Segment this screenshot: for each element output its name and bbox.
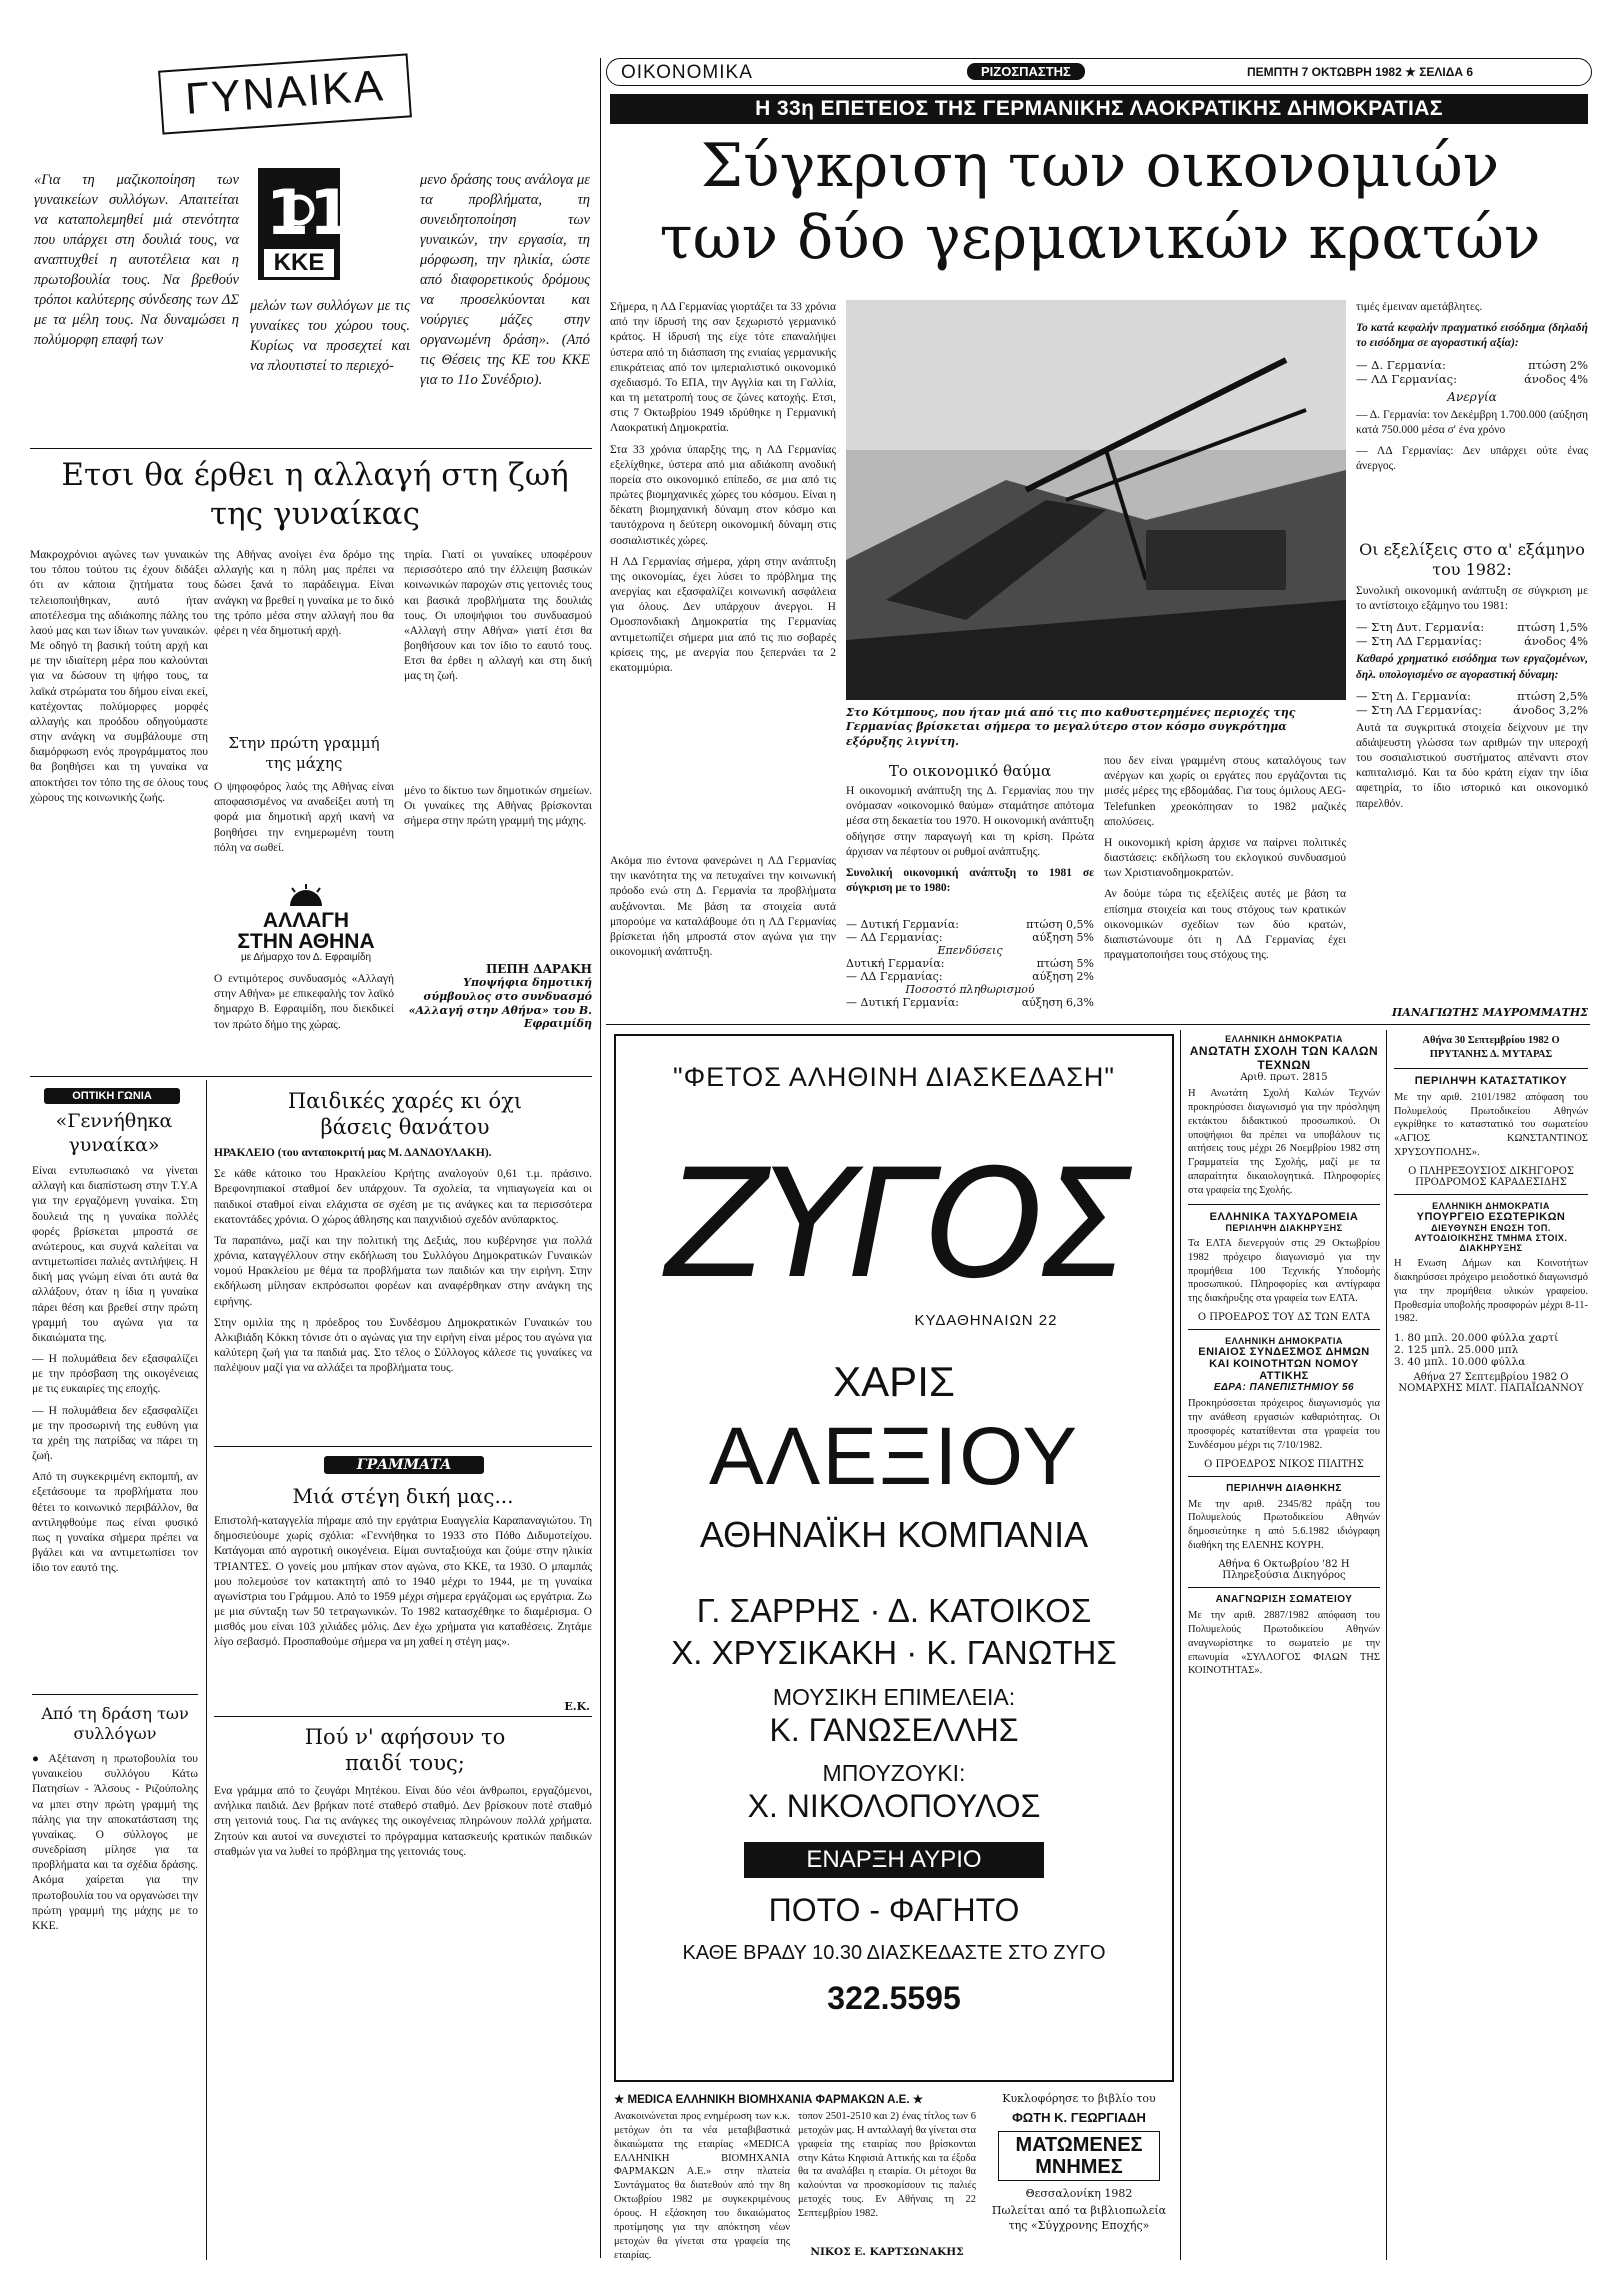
table-subhead: Ποσοστό πληθωρισμού: [905, 983, 1035, 996]
divider: [1394, 1194, 1588, 1195]
column-divider: [1180, 1030, 1181, 2260]
allagi-signature: [404, 962, 592, 1031]
divider: [606, 1024, 1590, 1025]
income-header: Το κατά κεφαλήν πραγματικό εισόδημα (δηλαδή το εισόδημα σε αγοραστική αξία):: [1356, 322, 1588, 350]
syllogoi-headline: Από τη δράση των συλλόγων: [41, 1704, 189, 1743]
grammata-rubric: ΓΡΑΜΜΑΤΑ: [324, 1456, 484, 1474]
allagi-subhead: Στην πρώτη γραμμή της μάχης: [228, 734, 380, 772]
ad-address: ΚΥΔΑΘΗΝΑΙΩΝ 22: [914, 1312, 1058, 1329]
stat-row: — Στη Δ. Γερμανία: πτώση 2,5%: [1356, 688, 1588, 703]
ad-cast2: Χ. ΧΡΥΣΙΚΑΚΗ · Κ. ΓΑΝΩΤΗΣ: [671, 1634, 1117, 1671]
medica-col1: Ανακοινώνεται προς ενημέρωση των κ.κ. μετόχων ότι τα νέα μεταβιβαστικά δικαιώματα της εταιρίας «MEDICA ΕΛΛΗΝΙΚΗ ΒΙΟΜΗΧΑΝΙΑ ΦΑΡΜΑΚΩΝ Α.Ε.» στην πλατεία Συντάγματος θα διατεθούν από την 8η Οκτωβρίου 1982 με συγκεκριμένους όρους. Η εξάσκηση του δικαιώματος προτίμησης για την απόκτηση νέων μετοχών θα γίνεται στα γραφεία της εταιρίας.: [614, 2111, 790, 2261]
grammata-headline: Μιά στέγη δική μας...: [292, 1484, 514, 1508]
allagi-headline: Ετσι θα έρθει η αλλαγή στη ζωή της γυναίκας: [61, 457, 569, 532]
book-ad: [984, 2092, 1174, 2260]
gennithika-body: Είναι εντυπωσιακό να γίνεται αλλαγή και διαπίστωση στην Τ.Υ.Α για την εργαζόμενη γυναίκα. Στη δουλειά της η γυναίκα πολλές φορές βρίσκεται μπροστά σε ανώτερους, και συχνά καλείται να αντιμετωπίσει παλιές αντιλήψεις. Η δική μας γνώμη είναι ότι αυτά θα αλλάξουν, όταν η ίδια η γυναίκα πάρει θέση και βρεθεί στην πρώτη γραμμή του αγώνα για τα δικαιώματα της. — Η πολυμάθεια δεν εξασφαλίζει με την πρόσβαση της οικογένειας με τις ευκαιρίες της εποχής. — Η πολυμάθεια δεν εξασφαλίζει με την προσωρινή της ευθύνη για τα χρέη της πατρίδας να πάρει τη ζωή. Από τη συγκεκριμένη εκπομπή, αν εξετάσουμε τα προβλήματα που θέτει το κοινωνικό περιβάλλον, θα αντιληφθούμε πως είναι φυσικό πως η γυναίκα σήμερα πρέπει να βγάλει και να αντιμετωπίσει τον ίδιο τον εαυτό της.: [32, 1165, 198, 1575]
divider: [214, 1716, 592, 1717]
stat-row: — Δυτική Γερμανία: αύξηση 6,3%: [846, 996, 1094, 1009]
date-line: ΠΕΜΠΤΗ 7 ΟΚΤΩΒΡΗ 1982 ★ ΣΕΛΙΔΑ 6: [1247, 65, 1474, 79]
grammata-sign: Ε.Κ.: [564, 1700, 590, 1713]
book-author: ΦΩΤΗ Κ. ΓΕΩΡΓΙΑΔΗ: [1012, 2110, 1146, 2126]
list-item: 3. 40 μπλ. 10.000 φύλλα: [1394, 1356, 1526, 1369]
ad-name1: ΧΑΡΙΣ: [833, 1358, 955, 1405]
paper-name: ΡΙΖΟΣΠΑΣΤΗΣ: [967, 63, 1085, 80]
book-line1: Κυκλοφόρησε το βιβλίο του: [1002, 2092, 1156, 2105]
gynaika-quote-col1: «Για τη μαζικοποίηση των γυναικείων συλλόγων. Απαιτείται να καταπολεμηθεί μιά στενότητα που υπάρχει στη δουλιά τους, να αναπτυχθεί η αυτοτέλεια και η πρωτοβουλία τους. Να βρεθούν τρόποι καλύτερης σύνδεσης των ΔΣ με τα μέλη τους. Να δυναμώσει η πολύμορφη επαφή των: [34, 172, 239, 348]
signature-role: Υποψήφια δημοτική σύμβουλος στο συνδυασμό «Αλλαγή στην Αθήνα» του Β. Εφραιμίδη: [408, 976, 592, 1031]
page-header: [606, 58, 1592, 86]
economy-col2: Το οικονομικό θαύμα Η οικονομική ανάπτυξη της Δ. Γερμανίας που την ονόμασαν «οικονομικό θαύμα» σταμάτησε απότομα μέσα στη δεκαετία του 1970. Η οικονομική ανάπτυξη οδήγησε στην παραγωγή και τη κρίση. Πρώτα άρχισαν να πέφτουν οι ρυθμοί ανάπτυξης. Συνολική οικονομική ανάπτυξη το 1981 σε σύγκριση με το 1980:: [846, 762, 1094, 895]
gynaika-quote-col2: μελών των συλλόγων με τις γυναίκες του χώρου τους. Κυρίως να προσεχτεί και να πλουτιστεί το περιεχό-: [250, 298, 410, 374]
stat-row: — ΛΔ Γερμανίας: αύξηση 2%: [846, 970, 1094, 983]
stats-income: [1356, 358, 1588, 386]
divider: [30, 1076, 592, 1077]
divider: [30, 448, 592, 449]
section-label: ΟΙΚΟΝΟΜΙΚΑ: [621, 62, 753, 83]
economy-subhead-2: Το οικονομικό θαύμα: [888, 762, 1052, 780]
sun-emblem-icon: [286, 884, 326, 906]
kottbus-photo: [846, 300, 1346, 700]
book-title2: ΜΝΗΜΕΣ: [1035, 2156, 1123, 2179]
ad-top-line: "ΦΕΤΟΣ ΑΛΗΘΙΝΗ ΔΙΑΣΚΕΔΑΣΗ": [673, 1062, 1115, 1092]
gynaika-title: ΓΥΝΑΙΚΑ: [183, 61, 387, 124]
allagi-col3: τηρία. Γιατί οι γυναίκες υποφέρουν περισσότερο από την έλλειψη βασικών κοινωνικών παροχών στις γειτονιές τους και βασικά προβλήματα της δουλιάς τους. Οι υποψήφιοι του συνδυασμού «Αλλαγή στην Αθήνα» γιατί έτσι θα βοηθήσουν και τον ίδιο το εαυτό τους. Ετσι θα έρθει η αλλαγή και στη δική μας τη ζωή.: [404, 549, 592, 683]
stat-row: Δυτική Γερμανία: πτώση 5%: [846, 957, 1094, 970]
list-item: 1. 80 μπλ. 20.000 φύλλα χαρτί: [1394, 1332, 1559, 1345]
paidikes-body: ΗΡΑΚΛΕΙΟ (του ανταποκριτή μας Μ. ΔΑΝΔΟΥΛΑΚΗ). Σε κάθε κάτοικο του Ηρακλείου Κρήτης αναλογούν 0,61 τ.μ. πράσινο. Βρεφονηπιακοί σταθμοί δεν υπάρχουν. Τα σχολεία, τα νηπιαγωγεία και οι παιδικοί σταθμοί είναι ελάχιστα σε σχέση με τις ανάγκες και τα περισσότερα εκατοντάδες χρόνια. Ο χώρος άθλησης και παιχνιδιού σχεδόν ανύπαρκτος. Τα παραπάνω, μαζί και την πολιτική της Δεξιάς, που κυβέρνησε για πολλά χρόνια, καταγγέλλουν στην εκδήλωση του Συλλόγου Δημοκρατικών Γυναικών νομού Ηρακλείου με θέμα τα προβλήματα των παιδιών και την ειρήνη. Στην εκδήλωση μίλησαν εκπρόσωποι φορέων και αναφέρθηκαν στην ανάγκη της ειρήνης. Στην ομιλία της η πρόεδρος του Συνδέσμου Δημοκρατικών Γυναικών του Αλκιβιάδη Κόκκη τόνισε ότι ο αγώνας για την ειρήνη είναι μέρος του αγώνα για καλύτερη ζωή για τα παιδιά μας. Στο τέλος ο Σύλλογος κάλεσε τις γυναίκες να παλέψουν μαζί για να αλλάξει τα προβλήματα τους.: [214, 1147, 592, 1375]
stat-row: — Στη ΛΔ Γερμανίας: άνοδος 3,2%: [1356, 702, 1588, 717]
ad-music-name: Κ. ΓΑΝΩΣΕΛΛΗΣ: [769, 1712, 1019, 1748]
allagi-col2b: Ο ψηφοφόρος λαός της Αθήνας είναι αποφασισμένος να αναδείξει αυτή τη φορά μια δημοτική αρχή ικανή να βοηθήσει την ενημερωμένη τουτη πόλη να σωθεί.: [214, 781, 394, 854]
gynaika-title-box: [158, 53, 412, 134]
economy-banner: Η 33η ΕΠΕΤΕΙΟΣ ΤΗΣ ΓΕΡΜΑΝΙΚΗΣ ΛΑΟΚΡΑΤΙΚΗΣ ΔΗΜΟΚΡΑΤΙΑΣ: [610, 94, 1588, 124]
badge-line1: ΑΛΛΑΓΗ: [262, 909, 350, 932]
badge-line3: με Δήμαρχο τον Δ. Εφραιμίδη: [240, 952, 372, 963]
book-place: Θεσσαλονίκη 1982: [1025, 2187, 1133, 2201]
page-column-rule: [600, 58, 601, 2258]
zygos-logo-icon: [665, 1126, 1127, 1336]
ad-name2: ΑΛΕΞΙΟΥ: [708, 1411, 1080, 1502]
divider: [214, 1446, 592, 1447]
divider: [1188, 1476, 1380, 1477]
economy-author: ΠΑΝΑΓΙΩΤΗΣ ΜΑΥΡΟΜΜΑΤΗΣ: [1391, 1006, 1588, 1019]
zygos-ad: [614, 1034, 1174, 2082]
economy-table: [846, 918, 1094, 1012]
medica-sign: ΝΙΚΟΣ Ε. ΚΑΡΤΣΩΝΑΚΗΣ: [810, 2246, 964, 2258]
economy-col4: που δεν είναι γραμμένη στους καταλόγους των ανέργων και χωρίς οι εργάτες που εργάζονται τις μισές μέρες της εβδομάδας. Για τους όμιλους ΑEG-Telefunken χρεοκόπησαν το 1982 μαζικές απολύσεις. Η οικονομική κρίση άρχισε να παίρνει πολιτικές διαστάσεις: εκδήλωση του εκλογικού συνδυασμού των Χριστιανοδημοκρατών. Αν δούμε τώρα τις εξελίξεις αυτές με βάση τα επίσημα στοιχεία και τους στόχους των κρατικών οικονομικών σχεδίων των δύο κρατών, διαπιστώνουμε ότι η ΛΔ Γερμανίας έχει πραγματοποιήσει τους στόχους της.: [1104, 755, 1346, 962]
divider: [32, 1694, 198, 1695]
gynaika-quote-col3: μενο δράσης τους ανάλογα με τα προβλήματα, τη συνειδητοποίηση των γυναικών, την εργασία, τη μόρφωση, την ηλικία, ώστε από διαφορετικούς δρόμους να προσελκύονται και νούργιες μάζες στην οργανωμένη δράση». (Από τις Θέσεις της ΚΕ του ΚΚΕ για το 11ο Συνέδριο).: [420, 172, 590, 388]
grammata-body: Επιστολή-καταγγελία πήραμε από την εργάτρια Ευαγγελία Καραπαναγιώτου. Τη δημοσιεύουμε χωρίς σχόλια: «Γεννήθηκα το 1933 στο Πόθο Διδυμοτείχου. Κατάγομαι από αγροτική οικογένεια. Είμαι συνταξιούχα και ζούμε στην ηλικία ΤΡΙΑΝΤΕΣ. Ο γονείς μου μπήκαν στον αγώνα, στο ΚΚΕ, τα 1930. Ο μπαμπάς μου πολεμούσε τον κατακτητή από το 1940 μέχρι το 1944, με τη γυναίκα αγωνίστρια του Γράμμου. Από το 1959 μέχρι σήμερα εργάζομαι ως εργάτρια. Ζω με μια σύνταξη των 50 τετραγωνικών. Το 1982 κατασχέθηκε το διαμέρισμα. Ο μισθός μου είναι 103 χιλιάδες μόλις. Δεν έχω χρήματα για καταθέσεις. Ζητάμε λίγο σεβασμό. Προσπαθούμε σήμερα να μη χαθεί η στέγη μας».: [214, 1515, 592, 1649]
table-subhead: Επενδύσεις: [937, 944, 1003, 957]
divider: [1188, 1329, 1380, 1330]
column-divider: [1386, 1030, 1387, 2260]
svg-text:ΖΥΓΟΣ: ΖΥΓΟΣ: [665, 1138, 1127, 1312]
notice: ΕΛΛΗΝΙΚΗ ΔΗΜΟΚΡΑΤΙΑ ΑΝΩΤΑΤΗ ΣΧΟΛΗ ΤΩΝ ΚΑΛΩΝ ΤΕΧΝΩΝ Αριθ. πρωτ. 2815 Η Ανωτάτη Σχολή Καλών Τεχνών προκηρύσσει διαγωνισμό για την πρόσληψη εκτάκτου διδακτικού προσωπικού. Οι υποψήφιοι θα πρέπει να υποβάλουν τις αιτήσεις τους μέχρι 26 Νοεμβρίου 1982 στη Γραμματεία της Σχολής, μαζί με τα απαραίτητα δικαιολογητικά. Πληροφορίες στα γραφεία της Σχολής.: [1188, 1034, 1380, 1197]
notice: ΑΝΑΓΝΩΡΙΣΗ ΣΩΜΑΤΕΙΟΥ Με την αριθ. 2887/1982 απόφαση του Πολυμελούς Πρωτοδικείου Αθηνών αναγνωρίστηκε το σωματείο με την επωνυμία «ΣΥΛΛΟΓΟΣ ΦΙΛΩΝ ΤΗΣ ΚΟΙΝΟΤΗΤΑΣ».: [1188, 1594, 1380, 1677]
pou-headline: Πού ν' αφήσουν το παιδί τους;: [304, 1725, 506, 1776]
economy-col1: Σήμερα, η ΛΔ Γερμανίας γιορτάζει τα 33 χρόνια από την ίδρυσή της σαν ξεχωριστό γερμανικό κράτος. Η ίδρυσή της είχε τότε επαναλήψει ύστερα από τη διάσπαση της ενιαίας γερμανικής επικράτειας από τον ιμπεριαλιστικό οικονομικό σχεδιασμό. Το ΕΠΑ, την Αγγλία και τη Γαλλία, και τη μετατροπή τους σε ζώνες κατοχής. Ετσι, στις 7 Οκτωβρίου 1949 ιδρύθηκε η Γερμανική Λαοκρατική Δημοκρατία. Στα 33 χρόνια ύπαρξης της, η ΛΔ Γερμανίας εξελίχθηκε, ύστερα από μια αδιάκοπη ανοδική πορεία στο οικονομικό επίπεδο, σε μια από τις πρώτες βιομηχανικές χώρες του κόσμου. Είναι η δέκατη βιομηχανική δύναμη στον κόσμο και ταυτόχρονα η δεύτερη οικονομική δύναμη στις σοσιαλιστικές χώρες. Η ΛΔ Γερμανίας σήμερα, χάρη στην ανάπτυξη της οικονομίας, έχει λύσει το πρόβλημα της ανεργίας και εξασφαλίζει κοινωνική ασφάλεια για όλους. Δεν υπάρχουν άνεργοι. Η Ομοσπονδιακή Δημοκρατία της Γερμανίας αντιμετωπίζει σήμερα μια από τις πιο σοβαρές κρίσεις της, με ανεργία που ξεπερνάει τα 2 εκατομμύρια.: [610, 301, 836, 674]
notice: ΠΕΡΙΛΗΨΗ ΚΑΤΑΣΤΑΤΙΚΟΥ Με την αριθ. 2101/1982 απόφαση του Πολυμελούς Πρωτοδικείου Αθηνών εγκρίθηκε το καταστατικό του σωματείου «ΑΓΙΟΣ ΚΩΝΣΤΑΝΤΙΝΟΣ ΧΡΥΣΟΥΠΟΛΗΣ». Ο ΠΛΗΡΕΞΟΥΣΙΟΣ ΔΙΚΗΓΟΡΟΣ ΠΡΟΔΡΟΜΟΣ ΚΑΡΑΔΕΣΙΔΗΣ: [1394, 1074, 1588, 1189]
allagi-badge: [226, 884, 386, 966]
economy-subhead-1: Οι εξελίξεις στο α' εξάμηνο του 1982:: [1359, 540, 1585, 579]
ad-start: ΕΝΑΡΞΗ ΑΥΡΙΟ: [744, 1842, 1044, 1878]
anergia-header: Ανεργία: [1447, 389, 1497, 404]
stat-row: — Στη ΛΔ Γερμανίας: άνοδος 4%: [1356, 634, 1588, 649]
stat-row: — Δυτική Γερμανία: πτώση 0,5%: [846, 918, 1094, 931]
ad-company: ΑΘΗΝΑΪΚΗ ΚΟΜΠΑΝΙΑ: [699, 1514, 1089, 1555]
notice: ΠΕΡΙΛΗΨΗ ΔΙΑΘΗΚΗΣ Με την αριθ. 2345/82 πράξη του Πολυμελούς Πρωτοδικείου Αθηνών δημοσιεύτηκε η από 5.6.1982 ιδιόγραφη διαθήκη της ΕΛΕΝΗΣ ΚΟΥΡΗ. Αθήνα 6 Οκτωβρίου '82 Η Πληρεξούσια Δικηγόρος: [1188, 1482, 1380, 1582]
medica-col2: τοπον 2501-2510 και 2) ένας τίτλος των 6 μετοχών μας. Η ανταλλαγή θα γίνεται στα γραφεία της εταιρίας που βρίσκονται στην Κάτω Κηφισιά Αττικής και τα έξοδα θα τα αναλάβει η εταιρία. Οι μέτοχοι θα καλούνται να προσκομίσουν τις παλιές μετοχές τους. Εν Αθήναις τη 22 Σεπτεμβρίου 1982.: [798, 2111, 976, 2220]
ad-phone: 322.5595: [827, 1980, 961, 2016]
notice: ΕΛΛΗΝΙΚΑ ΤΑΧΥΔΡΟΜΕΙΑ ΠΕΡΙΛΗΨΗ ΔΙΑΚΗΡΥΞΗΣ Τα ΕΛΤΑ διενεργούν στις 29 Οκτωβρίου 1982 πρόχειρο διαγωνισμό για την προμήθεια 100 Τεχνικής Υποδομής προσωπικού. Πληροφορίες και αντίγραφα της διακήρυξης στα γραφεία των ΕΛΤΑ. Ο ΠΡΟΕΔΡΟΣ ΤΟΥ ΔΣ ΤΩΝ ΕΛΤΑ: [1188, 1210, 1380, 1324]
allagi-col2c: Ο εντιμότερος συνδυασμός «Αλλαγή στην Αθήνα» με επικεφαλής τον λαϊκό δημαρχο Β. Εφραιμίδη, που διεκδικεί τον πρώτο δήμο της χώρας.: [214, 973, 394, 1031]
economy-col3: τιμές έμειναν αμετάβλητες. Το κατά κεφαλήν πραγματικό εισόδημα (δηλαδή το εισόδημα σε αγοραστική αξία): — Δ. Γερμανία: πτώση 2% — ΛΔ Γερμανίας: άνοδος 4% Ανεργία — Δ. Γερμανία: τον Δεκέμβρη 1.700.000 (αύξηση κατά 750.000 μέσα σ' ένα χρόνο — ΛΔ Γερμανίας: Δεν υπάρχει ούτε ένας άνεργος.: [1356, 301, 1588, 473]
stat-row: — Δ. Γερμανία: πτώση 2%: [1356, 357, 1588, 372]
pou-body: Ενα γράμμα από το ζευγάρι Μητέκου. Είναι δύο νέοι άνθρωποι, εργαζόμενοι, ανήλικα παιδιά. Δεν βρήκαν ποτέ σταθερό σταθμό. Δεν βρίσκουν ποτέ σταθμό στη γειτονιά τους. Για τις ανάγκες της οικογένειας πληρώνουν πολλά χρήματα. Ζητούν και αυτοί να συνεχιστεί το πρόγραμμα κατασκευής κρατικών παιδικών σταθμών για να λυθεί το πρόβλημα της γειτονιάς τους.: [214, 1785, 592, 1858]
syllogoi-body: ● Αξέτανση η πρωτοβουλία του γυναικείου συλλόγου Κάτω Πατησίων - Άλσους - Ριζούπολης να μπει στην πρώτη γραμμή της πάλης για την αποκατάσταση της γυναίκας. Ο σύλλογος με συνεδρίαση μίλησε για τα προβλήματα και τα σχέδια δράσης. Ακόμα χαίρεται για την πρωτοβουλία του να οργανώσει την πρώτη γραμμή της μάχης με το ΚΚΕ.: [32, 1753, 198, 1932]
column-divider: [206, 1080, 207, 2260]
paidikes-headline: Παιδικές χαρές κι όχι βάσεις θανάτου: [287, 1089, 523, 1140]
ad-cast1: Γ. ΣΑΡΡΗΣ · Δ. ΚΑΤΟΙΚΟΣ: [696, 1592, 1092, 1629]
ad-music-label: ΜΟΥΣΙΚΗ ΕΠΙΜΕΛΕΙΑ:: [772, 1684, 1016, 1710]
ad-schedule: ΚΑΘΕ ΒΡΑΔΥ 10.30 ΔΙΑΣΚΕΔΑΣΤΕ ΣΤΟ ΖΥΓΟ: [682, 1942, 1106, 1964]
medica-headline: ★ MEDICA ΕΛΛΗΝΙΚΗ ΒΙΟΜΗΧΑΝΙΑ ΦΑΡΜΑΚΩΝ Α.Ε. ★: [614, 2094, 924, 2106]
paidikes-dateline: ΗΡΑΚΛΕΙΟ (του ανταποκριτή μας Μ. ΔΑΝΔΟΥΛΑΚΗ).: [214, 1147, 492, 1159]
allagi-col2: της Αθήνας ανοίγει ένα δρόμο της αλλαγής και η πόλη μας πρέπει να δώσει ξανά το παράδειγμα. Είναι ανάγκη να βρεθεί η γυναίκα με το δικό της τρόπο μέσα στην αλλαγή που θα φέρει η νέα δημοτική αρχή.: [214, 549, 394, 637]
economy-col1-lower: Ακόμα πιο έντονα φανερώνει η ΛΔ Γερμανίας την ικανότητα της να πετυχαίνει την κοινωνική πρόοδο ενώ στη Δ. Γερμανία τα προβλήματα αυξάνονται. Με βάση τα στοιχεία αυτά μπορούμε να καταλάβουμε ότι η ΛΔ Γερμανίας βρίσκεται ήδη μπροστά στον αγώνα για την οικονομική ανάπτυξη.: [610, 855, 836, 959]
divider: [1394, 1068, 1588, 1069]
notice-col-a: [1188, 1034, 1380, 2260]
stat-row: — ΛΔ Γερμανίας: αύξηση 5%: [846, 931, 1094, 944]
allagi-col1: Μακροχρόνιοι αγώνες των γυναικών του τόπου τούτου τις έχουν διδάξει ότι αν κάποια ζητήματα τους τελειοποιήθηκαν, αυτό ήταν αποτέλεσμα της αδιάκοπης πάλης του λαού μας και των ίδιων των γυναικών. Με οδηγό τη βασική τούτη αρχή και με την ιδιαίτερη μέρα που καλούνται για να δώσουν τη ψήφο τους, τα λαϊκά στρώματα του δήμου είναι εκεί, κατέχοντας πολύμορφες μορφές αλλαγής και προόδου οδηγούμαστε στην ανάγκη να συμβάλουμε στη διαμόρφωση ενός προγράμματος που θα βοηθήσει και τη γυναίκα να αποκτήσει τον τόπο της σε όλους τους χώρους της κοινωνικής ζωής.: [30, 549, 208, 804]
notice-col-b: Αθήνα 30 Σεπτεμβρίου 1982 Ο ΠΡΥΤΑΝΗΣ Δ. ΜΥΤΑΡΑΣ ΠΕΡΙΛΗΨΗ ΚΑΤΑΣΤΑΤΙΚΟΥ Με την αριθ. 2101/1982 απόφαση του Πολυμελούς Πρωτοδικείου Αθηνών εγκρίθηκε το καταστατικό του σωματείου «ΑΓΙΟΣ ΚΩΝΣΤΑΝΤΙΝΟΣ ΧΡΥΣΟΥΠΟΛΗΣ». Ο ΠΛΗΡΕΞΟΥΣΙΟΣ ΔΙΚΗΓΟΡΟΣ ΠΡΟΔΡΟΜΟΣ ΚΑΡΑΔΕΣΙΔΗΣ ΕΛΛΗΝΙΚΗ ΔΗΜΟΚΡΑΤΙΑ ΥΠΟΥΡΓΕΙΟ ΕΣΩΤΕΡΙΚΩΝ ΔΙΕΥΘΥΝΣΗ ΕΝΩΣΗ ΤΟΠ. ΑΥΤΟΔΙΟΙΚΗΣΗΣ ΤΜΗΜΑ ΣΤΟΙΧ. ΔΙΑΚΗΡΥΞΗΣ Η Ενωση Δήμων και Κοινοτήτων διακηρύσσει πρόχειρο μειοδοτικό διαγωνισμό για την προμήθεια υλικών γραφείου. Προθεσμία υποβολής προσφορών μέχρι 8-11-1982. 1. 80 μπλ. 20.000 φύλλα χαρτί 2. 125 μπλ. 25.000 μπλ 3. 40 μπλ. 10.000 φύλλα Αθήνα 27 Σεπτεμβρίου 1982 Ο ΝΟΜΑΡΧΗΣ ΜΙΛΤ. ΠΑΠΑΪΩΑΝΝΟΥ: [1394, 1035, 1588, 1395]
book-title-box: [998, 2131, 1160, 2181]
photo-caption: Στο Κότμπους, που ήταν μιά από τις πιο καθυστερημένες περιοχές της Γερμανίας βρίσκεται σήμερα το μεγαλύτερο στον κόσμο συγκρότημα εξόρυξης λιγνίτη.: [846, 706, 1296, 748]
book-title1: ΜΑΤΩΜΕΝΕΣ: [1015, 2134, 1143, 2157]
divider: [1188, 1587, 1380, 1588]
stat-row: — ΛΔ Γερμανίας: άνοδος 4%: [1356, 371, 1588, 386]
allagi-col3b: μένο το δίκτυο των δημοτικών σημείων. Οι γυναίκες της Αθήνας βρίσκονται σήμερα στην πρώτη γραμμή της μάχης.: [404, 785, 592, 828]
economy-col3b: Συνολική οικονομική ανάπτυξη σε σύγκριση με το αντίστοιχο εξάμηνο του 1981: — Στη Δυτ. Γερμανία: πτώση 1,5% — Στη ΛΔ Γερμανίας: άνοδος 4% Καθαρό χρηματικό εισόδημα των εργαζομένων, δηλ. υπολογισμένο σε αγοραστική δύναμη: — Στη Δ. Γερμανία: πτώση 2,5% — Στη ΛΔ Γερμανίας: άνοδος 3,2% Αυτά τα συγκριτικά στοιχεία δείχνουν με την αδιάψευστη γλώσσα των αριθμών την υπεροχή του σοσιαλιστικού συστήματος απέναντι στον καπιταλισμό. Και τα δύο κράτη είχαν την ίδια αφετηρία, το ίδιο ιστορικό και οικονομικό παρελθόν.: [1356, 585, 1588, 810]
notice: ΕΛΛΗΝΙΚΗ ΔΗΜΟΚΡΑΤΙΑ ΕΝΙΑΙΟΣ ΣΥΝΔΕΣΜΟΣ ΔΗΜΩΝ ΚΑΙ ΚΟΙΝΟΤΗΤΩΝ ΝΟΜΟΥ ΑΤΤΙΚΗΣ ΕΔΡΑ: ΠΑΝΕΠΙΣΤΗΜΙΟΥ 56 Προκηρύσσεται πρόχειρος διαγωνισμός για την ανάθεση εργασιών καθαριότητας. Οι προσφορές κατατίθενται στα γραφεία του Συνδέσμου μέχρι τις 7/10/1982. Ο ΠΡΟΕΔΡΟΣ ΝΙΚΟΣ ΠΙΛΙΤΗΣ: [1188, 1336, 1380, 1470]
economy-headline: Σύγκριση των οικονομιών των δύο γερμανικών κρατών: [659, 131, 1541, 273]
gennithika-headline: «Γεννήθηκα γυναίκα»: [55, 1110, 173, 1156]
signature-name: ΠΕΠΗ ΔΑΡΑΚΗ: [485, 962, 592, 976]
kke-logo: [258, 168, 353, 280]
stat-row: — Στη Δυτ. Γερμανία: πτώση 1,5%: [1356, 620, 1588, 635]
divider: [1188, 1204, 1380, 1205]
hammer-sickle-icon: [258, 168, 353, 249]
list-item: 2. 125 μπλ. 25.000 μπλ: [1394, 1344, 1519, 1357]
svg-text:11: 11: [266, 176, 353, 249]
kke-logo-text: ΚΚΕ: [264, 249, 334, 277]
zygos-logo: [665, 1126, 1127, 1336]
ad-bouzouki-label: ΜΠΟΥΖΟΥΚΙ:: [822, 1760, 966, 1786]
ad-bouzouki-name: Χ. ΝΙΚΟΛΟΠΟΥΛΟΣ: [747, 1788, 1041, 1824]
rubric-label: ΟΠΤΙΚΗ ΓΩΝΙΑ: [44, 1088, 180, 1104]
ad-food: ΠΟΤΟ - ΦΑΓΗΤΟ: [768, 1892, 1020, 1928]
mining-machine-icon: [846, 300, 1346, 700]
badge-line2: ΣΤΗΝ ΑΘΗΝΑ: [237, 930, 375, 953]
notice: ΕΛΛΗΝΙΚΗ ΔΗΜΟΚΡΑΤΙΑ ΥΠΟΥΡΓΕΙΟ ΕΣΩΤΕΡΙΚΩΝ ΔΙΕΥΘΥΝΣΗ ΕΝΩΣΗ ΤΟΠ. ΑΥΤΟΔΙΟΙΚΗΣΗΣ ΤΜΗΜΑ ΣΤΟΙΧ. ΔΙΑΚΗΡΥΞΗΣ Η Ενωση Δήμων και Κοινοτήτων διακηρύσσει πρόχειρο μειοδοτικό διαγωνισμό για την προμήθεια υλικών γραφείου. Προθεσμία υποβολής προσφορών μέχρι 8-11-1982. 1. 80 μπλ. 20.000 φύλλα χαρτί 2. 125 μπλ. 25.000 μπλ 3. 40 μπλ. 10.000 φύλλα Αθήνα 27 Σεπτεμβρίου 1982 Ο ΝΟΜΑΡΧΗΣ ΜΙΛΤ. ΠΑΠΑΪΩΑΝΝΟΥ: [1394, 1201, 1588, 1395]
book-sold: Πωλείται από τα βιβλιοπωλεία της «Σύγχρονης Εποχής»: [991, 2204, 1167, 2232]
